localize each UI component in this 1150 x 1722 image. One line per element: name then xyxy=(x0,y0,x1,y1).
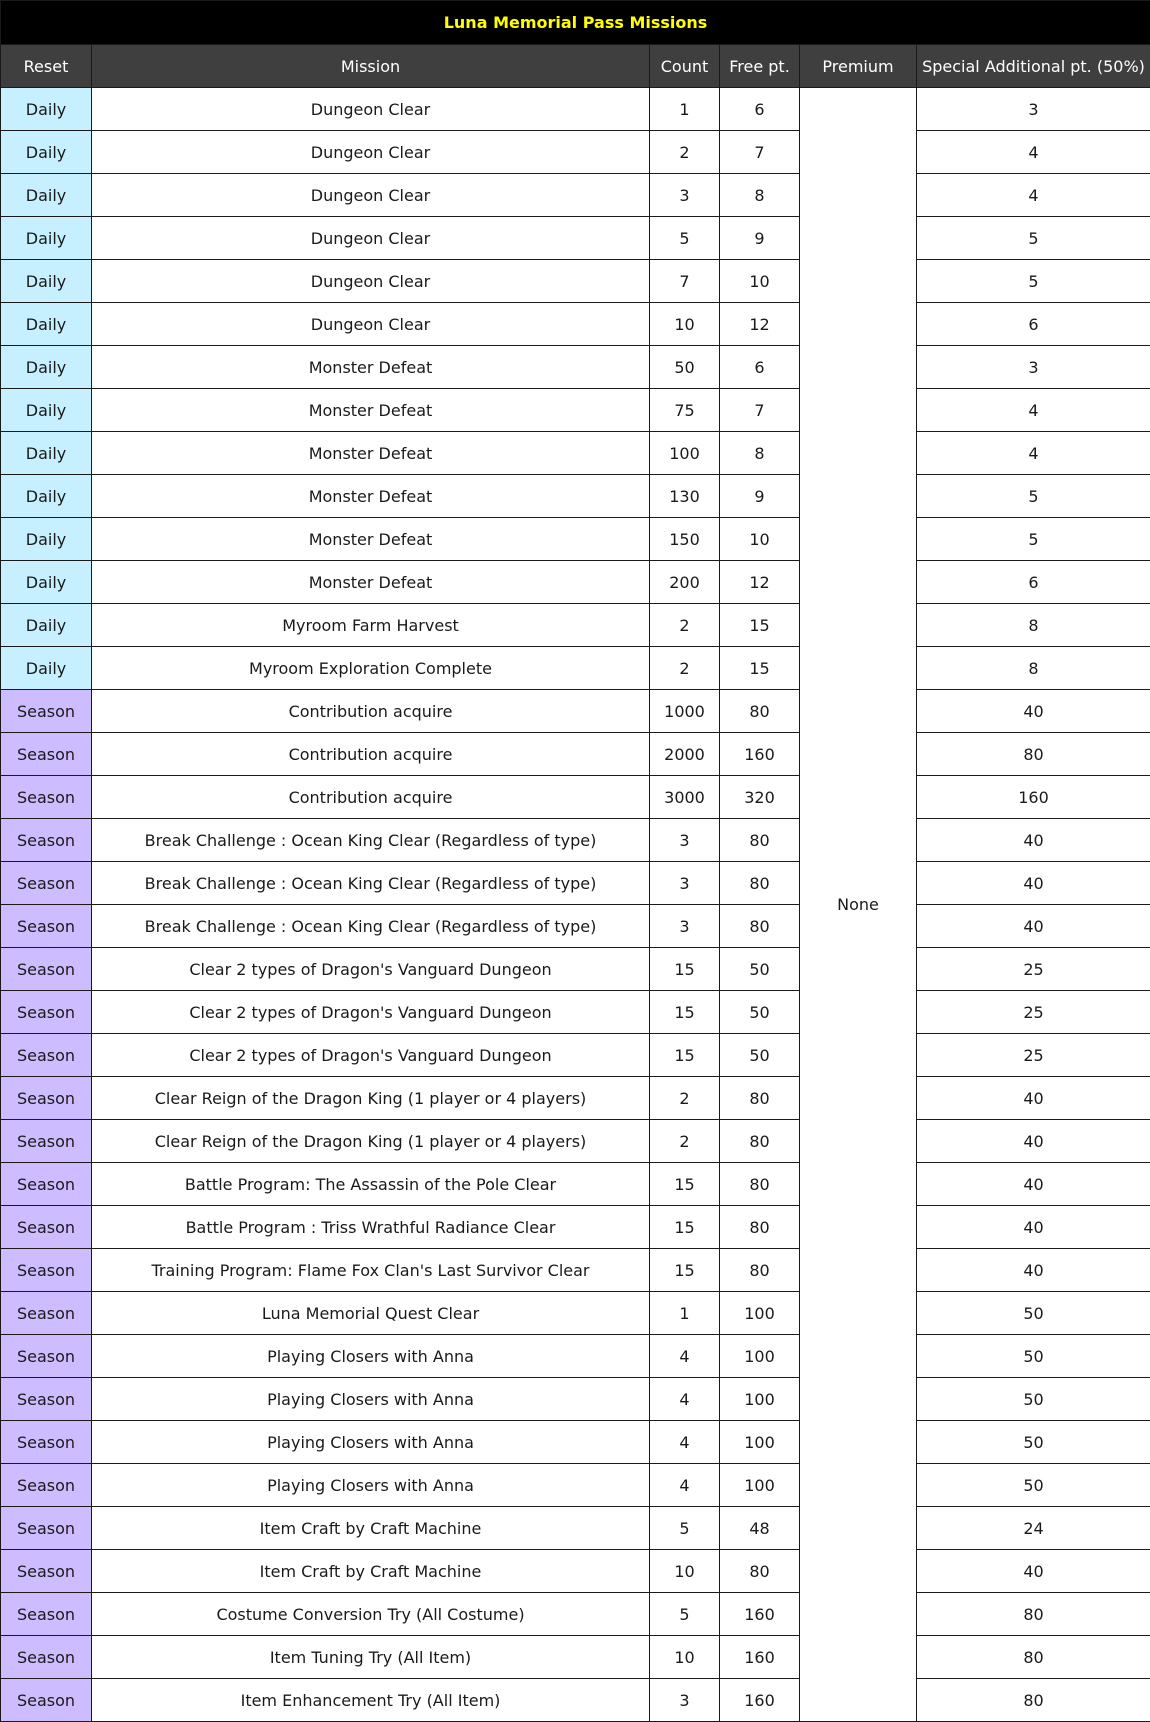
reset-cell: Season xyxy=(1,1077,92,1120)
mission-cell: Clear 2 types of Dragon's Vanguard Dungeon xyxy=(92,991,650,1034)
reset-cell: Season xyxy=(1,1464,92,1507)
free-pt-cell: 9 xyxy=(720,217,800,260)
table-row xyxy=(1,1249,1150,1292)
title-row xyxy=(1,1,1150,45)
reset-cell: Season xyxy=(1,1206,92,1249)
special-pt-cell: 5 xyxy=(917,260,1150,303)
reset-cell: Season xyxy=(1,1507,92,1550)
count-cell: 3 xyxy=(650,1679,720,1722)
count-cell: 2000 xyxy=(650,733,720,776)
reset-cell: Season xyxy=(1,991,92,1034)
table-row xyxy=(1,1163,1150,1206)
table-row xyxy=(1,1679,1150,1722)
free-pt-cell: 48 xyxy=(720,1507,800,1550)
table-row xyxy=(1,948,1150,991)
special-pt-cell: 80 xyxy=(917,733,1150,776)
free-pt-cell: 15 xyxy=(720,604,800,647)
mission-cell: Clear 2 types of Dragon's Vanguard Dungeon xyxy=(92,1034,650,1077)
special-pt-cell: 80 xyxy=(917,1593,1150,1636)
header-mission: Mission xyxy=(92,45,650,88)
special-pt-cell: 50 xyxy=(917,1464,1150,1507)
reset-cell: Daily xyxy=(1,475,92,518)
free-pt-cell: 50 xyxy=(720,991,800,1034)
special-pt-cell: 5 xyxy=(917,518,1150,561)
free-pt-cell: 80 xyxy=(720,1550,800,1593)
reset-cell: Season xyxy=(1,1636,92,1679)
special-pt-cell: 5 xyxy=(917,475,1150,518)
table-row xyxy=(1,647,1150,690)
reset-cell: Daily xyxy=(1,604,92,647)
table-row xyxy=(1,475,1150,518)
mission-cell: Item Craft by Craft Machine xyxy=(92,1507,650,1550)
table-row xyxy=(1,389,1150,432)
free-pt-cell: 160 xyxy=(720,1593,800,1636)
reset-cell: Season xyxy=(1,1120,92,1163)
count-cell: 15 xyxy=(650,1249,720,1292)
reset-cell: Daily xyxy=(1,88,92,131)
table-row xyxy=(1,217,1150,260)
count-cell: 4 xyxy=(650,1464,720,1507)
free-pt-cell: 80 xyxy=(720,1249,800,1292)
header-special-pt: Special Additional pt. (50%) xyxy=(917,45,1150,88)
table-row xyxy=(1,518,1150,561)
mission-cell: Clear Reign of the Dragon King (1 player or 4 players) xyxy=(92,1120,650,1163)
count-cell: 15 xyxy=(650,1163,720,1206)
count-cell: 15 xyxy=(650,948,720,991)
table-row xyxy=(1,991,1150,1034)
special-pt-cell: 25 xyxy=(917,1034,1150,1077)
count-cell: 5 xyxy=(650,1593,720,1636)
special-pt-cell: 50 xyxy=(917,1292,1150,1335)
special-pt-cell: 40 xyxy=(917,1550,1150,1593)
special-pt-cell: 8 xyxy=(917,604,1150,647)
free-pt-cell: 100 xyxy=(720,1292,800,1335)
count-cell: 5 xyxy=(650,217,720,260)
table-row xyxy=(1,1292,1150,1335)
table-title: Luna Memorial Pass Missions xyxy=(1,1,1150,45)
count-cell: 2 xyxy=(650,647,720,690)
table-row xyxy=(1,174,1150,217)
special-pt-cell: 40 xyxy=(917,905,1150,948)
special-pt-cell: 4 xyxy=(917,432,1150,475)
special-pt-cell: 4 xyxy=(917,389,1150,432)
reset-cell: Season xyxy=(1,1679,92,1722)
special-pt-cell: 80 xyxy=(917,1679,1150,1722)
table-row xyxy=(1,131,1150,174)
count-cell: 4 xyxy=(650,1335,720,1378)
free-pt-cell: 80 xyxy=(720,1077,800,1120)
count-cell: 4 xyxy=(650,1378,720,1421)
table-row xyxy=(1,1378,1150,1421)
special-pt-cell: 4 xyxy=(917,174,1150,217)
reset-cell: Season xyxy=(1,1163,92,1206)
count-cell: 1 xyxy=(650,88,720,131)
count-cell: 2 xyxy=(650,1077,720,1120)
table-body xyxy=(1,88,1150,1722)
mission-cell: Dungeon Clear xyxy=(92,88,650,131)
mission-cell: Battle Program: The Assassin of the Pole Clear xyxy=(92,1163,650,1206)
mission-cell: Playing Closers with Anna xyxy=(92,1378,650,1421)
special-pt-cell: 8 xyxy=(917,647,1150,690)
reset-cell: Season xyxy=(1,905,92,948)
table-row xyxy=(1,88,1150,131)
mission-cell: Monster Defeat xyxy=(92,475,650,518)
count-cell: 2 xyxy=(650,604,720,647)
header-premium: Premium xyxy=(800,45,917,88)
special-pt-cell: 25 xyxy=(917,948,1150,991)
mission-cell: Clear 2 types of Dragon's Vanguard Dungeon xyxy=(92,948,650,991)
special-pt-cell: 40 xyxy=(917,1077,1150,1120)
reset-cell: Daily xyxy=(1,217,92,260)
count-cell: 10 xyxy=(650,1550,720,1593)
count-cell: 3 xyxy=(650,819,720,862)
table-row xyxy=(1,303,1150,346)
free-pt-cell: 8 xyxy=(720,432,800,475)
mission-cell: Monster Defeat xyxy=(92,432,650,475)
table-row xyxy=(1,690,1150,733)
special-pt-cell: 40 xyxy=(917,690,1150,733)
special-pt-cell: 40 xyxy=(917,1206,1150,1249)
count-cell: 15 xyxy=(650,1206,720,1249)
special-pt-cell: 4 xyxy=(917,131,1150,174)
table-row xyxy=(1,1593,1150,1636)
special-pt-cell: 40 xyxy=(917,1249,1150,1292)
reset-cell: Daily xyxy=(1,260,92,303)
reset-cell: Daily xyxy=(1,346,92,389)
free-pt-cell: 160 xyxy=(720,733,800,776)
free-pt-cell: 10 xyxy=(720,518,800,561)
free-pt-cell: 80 xyxy=(720,862,800,905)
free-pt-cell: 80 xyxy=(720,1120,800,1163)
free-pt-cell: 7 xyxy=(720,131,800,174)
free-pt-cell: 160 xyxy=(720,1636,800,1679)
mission-cell: Costume Conversion Try (All Costume) xyxy=(92,1593,650,1636)
mission-cell: Myroom Farm Harvest xyxy=(92,604,650,647)
reset-cell: Season xyxy=(1,948,92,991)
mission-cell: Item Tuning Try (All Item) xyxy=(92,1636,650,1679)
table-row xyxy=(1,862,1150,905)
free-pt-cell: 80 xyxy=(720,1206,800,1249)
special-pt-cell: 6 xyxy=(917,561,1150,604)
mission-cell: Break Challenge : Ocean King Clear (Regardless of type) xyxy=(92,862,650,905)
mission-cell: Dungeon Clear xyxy=(92,260,650,303)
reset-cell: Daily xyxy=(1,389,92,432)
free-pt-cell: 100 xyxy=(720,1335,800,1378)
table-row xyxy=(1,1507,1150,1550)
count-cell: 50 xyxy=(650,346,720,389)
reset-cell: Season xyxy=(1,1378,92,1421)
free-pt-cell: 100 xyxy=(720,1378,800,1421)
mission-cell: Dungeon Clear xyxy=(92,174,650,217)
reset-cell: Daily xyxy=(1,303,92,346)
count-cell: 1 xyxy=(650,1292,720,1335)
special-pt-cell: 5 xyxy=(917,217,1150,260)
table-row xyxy=(1,1636,1150,1679)
special-pt-cell: 24 xyxy=(917,1507,1150,1550)
count-cell: 2 xyxy=(650,131,720,174)
table-row xyxy=(1,561,1150,604)
special-pt-cell: 50 xyxy=(917,1421,1150,1464)
reset-cell: Daily xyxy=(1,131,92,174)
free-pt-cell: 80 xyxy=(720,905,800,948)
table-row xyxy=(1,1034,1150,1077)
mission-cell: Dungeon Clear xyxy=(92,131,650,174)
reset-cell: Daily xyxy=(1,432,92,475)
header-row xyxy=(1,45,1150,88)
reset-cell: Season xyxy=(1,690,92,733)
count-cell: 10 xyxy=(650,303,720,346)
special-pt-cell: 3 xyxy=(917,346,1150,389)
mission-cell: Dungeon Clear xyxy=(92,217,650,260)
free-pt-cell: 50 xyxy=(720,948,800,991)
free-pt-cell: 8 xyxy=(720,174,800,217)
header-free-pt: Free pt. xyxy=(720,45,800,88)
count-cell: 5 xyxy=(650,1507,720,1550)
reset-cell: Season xyxy=(1,1249,92,1292)
table-row xyxy=(1,1464,1150,1507)
free-pt-cell: 80 xyxy=(720,1163,800,1206)
special-pt-cell: 50 xyxy=(917,1378,1150,1421)
special-pt-cell: 40 xyxy=(917,862,1150,905)
header-count: Count xyxy=(650,45,720,88)
reset-cell: Daily xyxy=(1,174,92,217)
table-row xyxy=(1,819,1150,862)
table-row xyxy=(1,776,1150,819)
mission-cell: Training Program: Flame Fox Clan's Last Survivor Clear xyxy=(92,1249,650,1292)
mission-cell: Contribution acquire xyxy=(92,690,650,733)
count-cell: 150 xyxy=(650,518,720,561)
free-pt-cell: 160 xyxy=(720,1679,800,1722)
special-pt-cell: 6 xyxy=(917,303,1150,346)
free-pt-cell: 100 xyxy=(720,1421,800,1464)
mission-cell: Battle Program : Triss Wrathful Radiance Clear xyxy=(92,1206,650,1249)
free-pt-cell: 80 xyxy=(720,690,800,733)
reset-cell: Daily xyxy=(1,647,92,690)
reset-cell: Season xyxy=(1,1292,92,1335)
mission-cell: Item Enhancement Try (All Item) xyxy=(92,1679,650,1722)
mission-cell: Contribution acquire xyxy=(92,733,650,776)
count-cell: 3000 xyxy=(650,776,720,819)
special-pt-cell: 40 xyxy=(917,1120,1150,1163)
table-row xyxy=(1,1550,1150,1593)
reset-cell: Season xyxy=(1,733,92,776)
table-row xyxy=(1,1120,1150,1163)
header-reset: Reset xyxy=(1,45,92,88)
free-pt-cell: 80 xyxy=(720,819,800,862)
table-row xyxy=(1,260,1150,303)
mission-cell: Dungeon Clear xyxy=(92,303,650,346)
table-row xyxy=(1,346,1150,389)
special-pt-cell: 80 xyxy=(917,1636,1150,1679)
mission-cell: Monster Defeat xyxy=(92,518,650,561)
reset-cell: Season xyxy=(1,1593,92,1636)
table-row xyxy=(1,905,1150,948)
special-pt-cell: 3 xyxy=(917,88,1150,131)
reset-cell: Season xyxy=(1,862,92,905)
mission-cell: Playing Closers with Anna xyxy=(92,1335,650,1378)
reset-cell: Season xyxy=(1,1550,92,1593)
table-row xyxy=(1,1335,1150,1378)
mission-cell: Myroom Exploration Complete xyxy=(92,647,650,690)
free-pt-cell: 12 xyxy=(720,561,800,604)
reset-cell: Season xyxy=(1,1335,92,1378)
count-cell: 10 xyxy=(650,1636,720,1679)
reset-cell: Season xyxy=(1,776,92,819)
free-pt-cell: 15 xyxy=(720,647,800,690)
table-row xyxy=(1,1206,1150,1249)
count-cell: 1000 xyxy=(650,690,720,733)
count-cell: 2 xyxy=(650,1120,720,1163)
premium-cell: None xyxy=(800,88,917,1722)
table-row xyxy=(1,604,1150,647)
free-pt-cell: 6 xyxy=(720,88,800,131)
reset-cell: Season xyxy=(1,1034,92,1077)
special-pt-cell: 160 xyxy=(917,776,1150,819)
count-cell: 75 xyxy=(650,389,720,432)
mission-cell: Monster Defeat xyxy=(92,346,650,389)
mission-cell: Playing Closers with Anna xyxy=(92,1421,650,1464)
count-cell: 3 xyxy=(650,905,720,948)
free-pt-cell: 10 xyxy=(720,260,800,303)
special-pt-cell: 50 xyxy=(917,1335,1150,1378)
count-cell: 15 xyxy=(650,1034,720,1077)
mission-cell: Contribution acquire xyxy=(92,776,650,819)
count-cell: 3 xyxy=(650,862,720,905)
mission-cell: Break Challenge : Ocean King Clear (Regardless of type) xyxy=(92,819,650,862)
count-cell: 7 xyxy=(650,260,720,303)
special-pt-cell: 40 xyxy=(917,1163,1150,1206)
count-cell: 3 xyxy=(650,174,720,217)
table-row xyxy=(1,1421,1150,1464)
free-pt-cell: 7 xyxy=(720,389,800,432)
free-pt-cell: 6 xyxy=(720,346,800,389)
free-pt-cell: 100 xyxy=(720,1464,800,1507)
count-cell: 15 xyxy=(650,991,720,1034)
count-cell: 200 xyxy=(650,561,720,604)
free-pt-cell: 12 xyxy=(720,303,800,346)
mission-cell: Monster Defeat xyxy=(92,561,650,604)
table-row xyxy=(1,432,1150,475)
free-pt-cell: 320 xyxy=(720,776,800,819)
reset-cell: Daily xyxy=(1,561,92,604)
mission-cell: Playing Closers with Anna xyxy=(92,1464,650,1507)
count-cell: 130 xyxy=(650,475,720,518)
count-cell: 100 xyxy=(650,432,720,475)
free-pt-cell: 9 xyxy=(720,475,800,518)
special-pt-cell: 40 xyxy=(917,819,1150,862)
count-cell: 4 xyxy=(650,1421,720,1464)
mission-cell: Luna Memorial Quest Clear xyxy=(92,1292,650,1335)
special-pt-cell: 25 xyxy=(917,991,1150,1034)
mission-cell: Item Craft by Craft Machine xyxy=(92,1550,650,1593)
reset-cell: Daily xyxy=(1,518,92,561)
mission-cell: Clear Reign of the Dragon King (1 player or 4 players) xyxy=(92,1077,650,1120)
table-row xyxy=(1,1077,1150,1120)
reset-cell: Season xyxy=(1,819,92,862)
mission-cell: Monster Defeat xyxy=(92,389,650,432)
reset-cell: Season xyxy=(1,1421,92,1464)
free-pt-cell: 50 xyxy=(720,1034,800,1077)
table-row xyxy=(1,733,1150,776)
mission-cell: Break Challenge : Ocean King Clear (Regardless of type) xyxy=(92,905,650,948)
